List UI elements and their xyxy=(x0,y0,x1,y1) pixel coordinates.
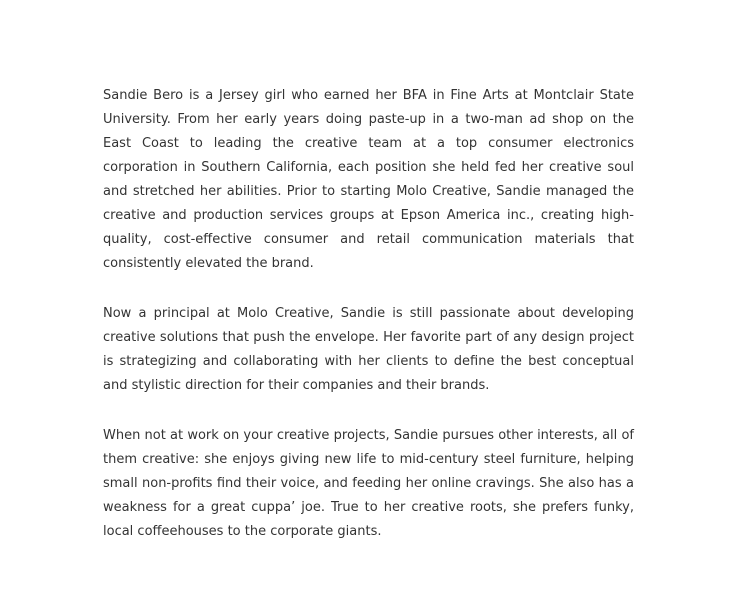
bio-text-block xyxy=(103,84,634,544)
bio-paragraph-principal: Now a principal at Molo Creative, Sandie is still passionate about developing creative solutions that push the envelope. Her favorite part of any design project is strategizing and collaborating with her clients to define the best conceptual and stylistic direction for their companies and their brands. xyxy=(103,306,634,393)
bio-paragraph-interests: When not at work on your creative projects, Sandie pursues other interests, all of them creative: she enjoys giving new life to mid-century steel furniture, helping small non-profits find their voice, and feeding her online cravings. She also has a weakness for a great cuppa’ joe. True to her creative roots, she prefers funky, local coffeehouses to the corporate giants. xyxy=(103,428,634,539)
bio-paragraph-education: Sandie Bero is a Jersey girl who earned her BFA in Fine Arts at Montclair State University. From her early years doing paste-up in a two-man ad shop on the East Coast to leading the creative team at a top consumer electronics corporation in Southern California, each position she held fed her creative soul and stretched her abilities. Prior to starting Molo Creative, Sandie managed the creative and production services groups at Epson America inc., creating high-quality, cost-effective consumer and retail communication materials that consistently elevated the brand. xyxy=(103,88,634,271)
